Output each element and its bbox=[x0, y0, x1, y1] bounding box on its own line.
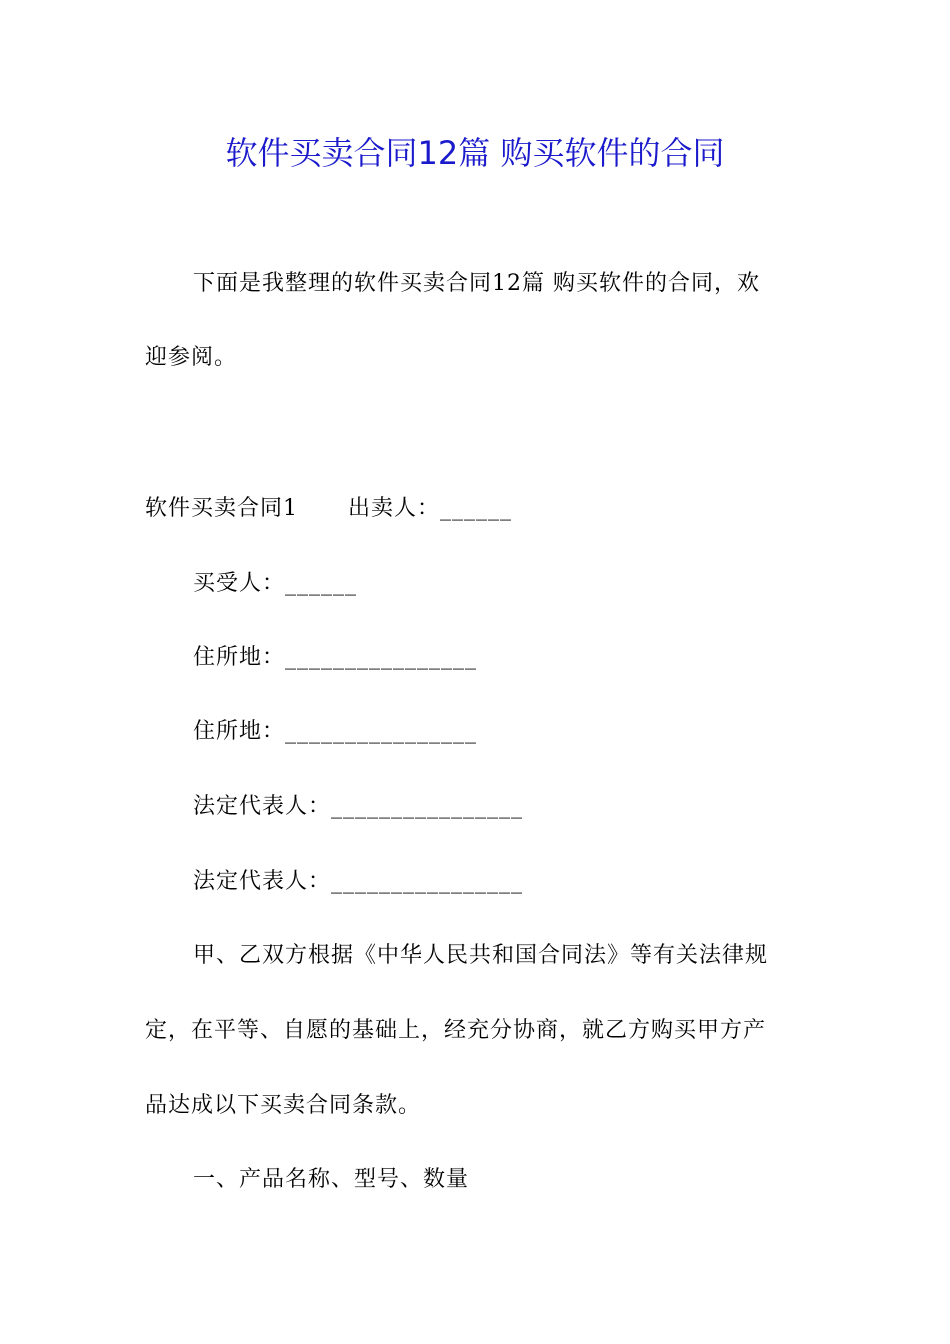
address-field-2: 住所地：________________ bbox=[193, 719, 478, 744]
legal-rep-field-1: 法定代表人：________________ bbox=[193, 794, 524, 819]
contract-heading: 软件买卖合同1 bbox=[145, 496, 298, 521]
seller-field: 出卖人：______ bbox=[348, 496, 513, 521]
paragraph-line-3: 品达成以下买卖合同条款。 bbox=[145, 1093, 422, 1118]
paragraph-line-2: 定，在平等、自愿的基础上，经充分协商，就乙方购买甲方产 bbox=[145, 1018, 767, 1043]
document-title: 软件买卖合同12篇 购买软件的合同 bbox=[225, 134, 725, 172]
intro-line-1: 下面是我整理的软件买卖合同12篇 购买软件的合同，欢 bbox=[193, 271, 760, 296]
contract-heading-row bbox=[145, 493, 512, 525]
buyer-field: 买受人：______ bbox=[193, 571, 358, 596]
legal-rep-field-2: 法定代表人：________________ bbox=[193, 869, 524, 894]
section-heading: 一、产品名称、型号、数量 bbox=[193, 1167, 470, 1192]
paragraph-line-1: 甲、乙双方根据《中华人民共和国合同法》等有关法律规 bbox=[193, 943, 769, 968]
address-field-1: 住所地：________________ bbox=[193, 645, 478, 670]
intro-line-2: 迎参阅。 bbox=[145, 345, 238, 370]
